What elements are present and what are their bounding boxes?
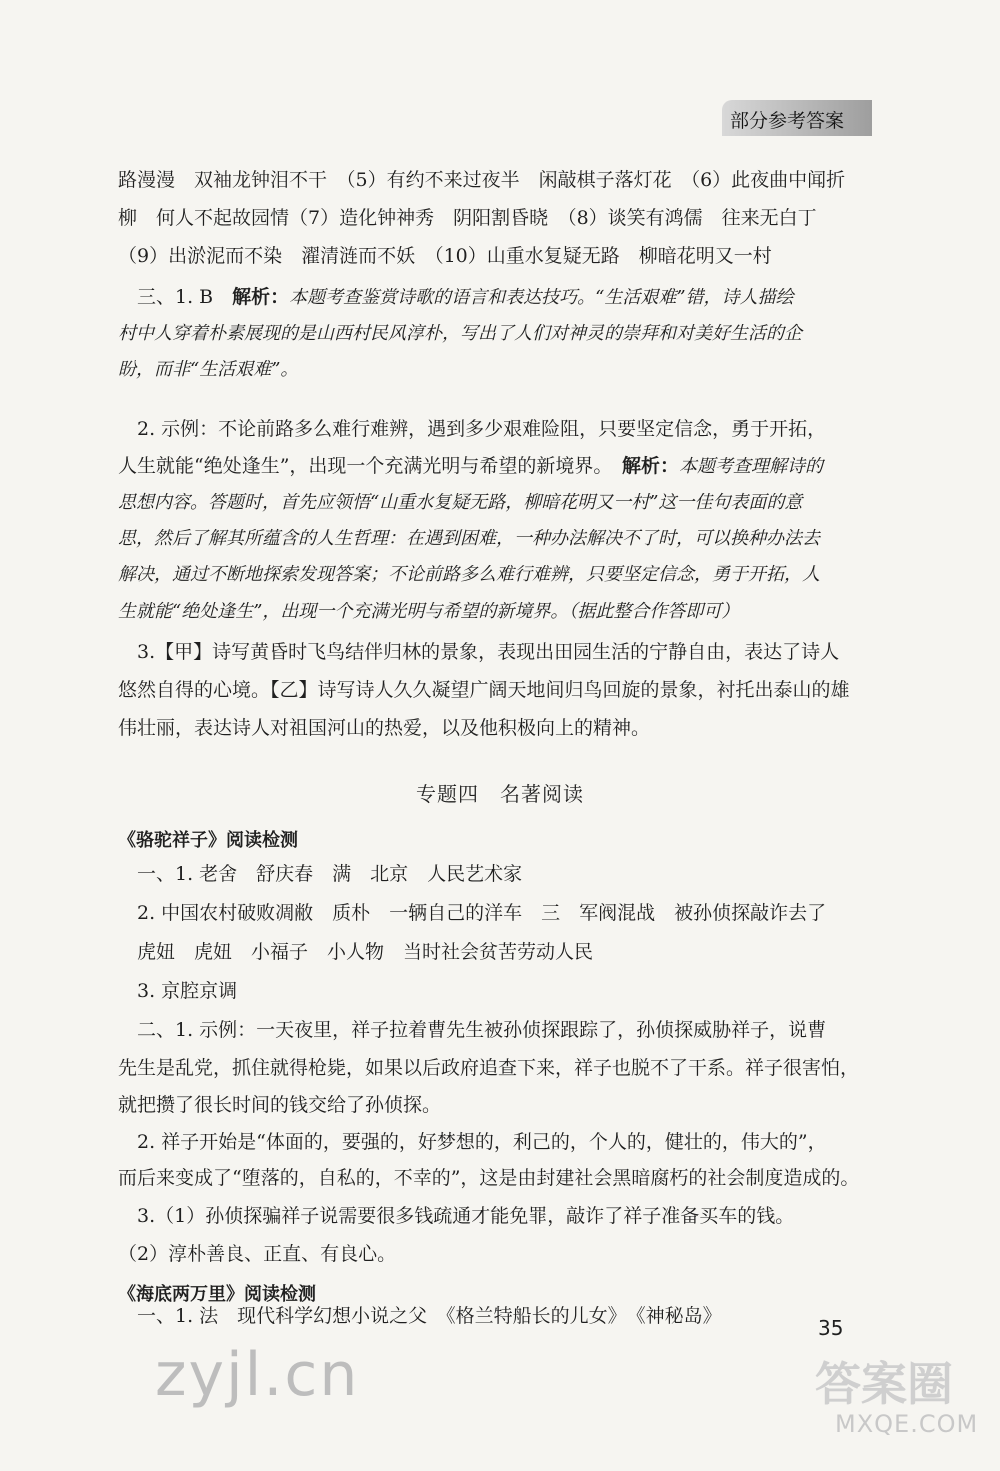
text-line: 就把攒了很长时间的钱交给了孙侦探。: [118, 1094, 442, 1116]
text-line: 而后来变成了“堕落的，自私的，不幸的”，这是由封建社会黑暗腐朽的社会制度造成的。: [118, 1167, 860, 1189]
text-line: 3. 京腔京调: [118, 980, 238, 1002]
watermark-logo: MXQE.COM: [835, 1410, 979, 1438]
text-line: （2）淳朴善良、正直、有良心。: [118, 1243, 397, 1265]
text-line: 二、1. 示例：一天夜里，祥子拉着曹先生被孙侦探跟踪了，孙侦探威胁祥子，说曹: [118, 1019, 827, 1041]
text-line: 先生是乱党，抓住就得枪毙，如果以后政府追查下来，祥子也脱不了干系。祥子很害怕，: [118, 1057, 860, 1079]
analysis-text-line: 盼，而非“生活艰难”。: [118, 359, 299, 380]
answer-3-3-line: 伟壮丽，表达诗人对祖国河山的热爱，以及他积极向上的精神。: [118, 717, 651, 739]
page-number: 35: [818, 1316, 844, 1340]
text-line: 柳 何人不起故园情（7）造化钟神秀 阴阳割昏晓 （8）谈笑有鸿儒 往来无白丁: [118, 207, 817, 229]
text-line: 3.（1）孙侦探骗祥子说需要很多钱疏通才能免罪，敲诈了祥子准备买车的钱。: [118, 1205, 795, 1227]
analysis-text-line: 生就能“绝处逢生”，出现一个充满光明与希望的新境界。（据此整合作答即可）: [118, 601, 740, 622]
analysis-text-line: 村中人穿着朴素展现的是山西村民风淳朴，写出了人们对神灵的崇拜和对美好生活的企: [118, 323, 802, 344]
header-tab-label: 部分参考答案: [730, 110, 845, 132]
section-title: 专题四 名著阅读: [416, 782, 584, 806]
analysis-text: 本题考查鉴赏诗歌的语言和表达技巧。“生活艰难”错，诗人描绘: [289, 287, 794, 308]
analysis-text-line: 思想内容。答题时，首先应领悟“山重水复疑无路，柳暗花明又一村”这一佳句表面的意: [118, 492, 803, 513]
watermark-logo: zyjl.cn: [155, 1340, 360, 1410]
answer-3-1-line: [118, 285, 878, 310]
analysis-label: 解析：: [621, 455, 679, 477]
text-line: 路漫漫 双袖龙钟泪不干 （5）有约不来过夜半 闲敲棋子落灯花 （6）此夜曲中闻折: [118, 169, 846, 191]
analysis-text-line: 解决，通过不断地探索发现答案；不论前路多么难行难辨，只要坚定信念，勇于开拓，人: [118, 564, 820, 585]
text-line: 2. 中国农村破败凋敝 质朴 一辆自己的洋车 三 军阀混战 被孙侦探敲诈去了: [118, 902, 827, 924]
text-line: 2. 祥子开始是“体面的，要强的，好梦想的，利己的，个人的，健壮的，伟大的”，: [118, 1131, 827, 1153]
answer-text: 人生就能“绝处逢生”，出现一个充满光明与希望的新境界。: [118, 455, 622, 477]
answer-3-3-line: 3.【甲】诗写黄昏时飞鸟结伴归林的景象，表现出田园生活的宁静自由，表达了诗人: [118, 641, 840, 663]
watermark-logo: 答案圈: [815, 1357, 953, 1411]
answer-prefix: 三、1. B: [118, 286, 233, 308]
text-line: 一、1. 法 现代科学幻想小说之父 《格兰特船长的儿女》 《神秘岛》: [118, 1305, 722, 1327]
text-line: 一、1. 老舍 舒庆春 满 北京 人民艺术家: [118, 863, 523, 885]
analysis-text: 本题考查理解诗的: [678, 456, 823, 477]
subsection-title: 《海底两万里》阅读检测: [118, 1284, 316, 1305]
answer-3-2-line: 2. 示例：不论前路多么难行难辨，遇到多少艰难险阻，只要坚定信念，勇于开拓，: [118, 418, 827, 440]
text-line: （9）出淤泥而不染 濯清涟而不妖 （10）山重水复疑无路 柳暗花明又一村: [118, 245, 772, 267]
analysis-text-line: 思，然后了解其所蕴含的人生哲理：在遇到困难，一种办法解决不了时，可以换种办法去: [118, 528, 820, 549]
section-header-tab: [722, 100, 872, 136]
answer-3-2-line: [118, 454, 878, 479]
text-line: 虎妞 虎妞 小福子 小人物 当时社会贫苦劳动人民: [118, 941, 594, 963]
analysis-label: 解析：: [232, 286, 290, 308]
subsection-title: 《骆驼祥子》阅读检测: [118, 830, 298, 851]
answer-3-3-line: 悠然自得的心境。【乙】诗写诗人久久凝望广阔天地间归鸟回旋的景象，衬托出泰山的雄: [118, 679, 850, 701]
